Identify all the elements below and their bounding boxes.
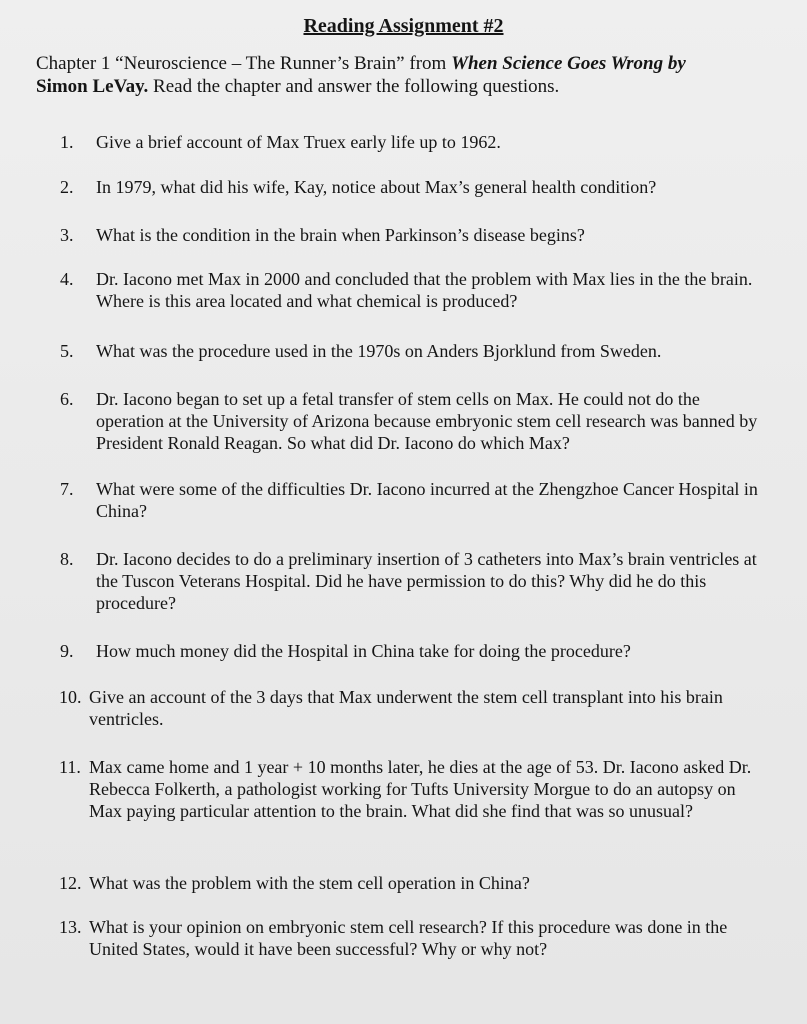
question-item xyxy=(60,686,760,730)
question-number: 13. xyxy=(59,917,82,937)
question-text: What is your opinion on embryonic stem cell research? If this procedure was done in the United States, would it have been successful? Why or why not? xyxy=(89,917,728,959)
question-item xyxy=(60,916,760,960)
question-item xyxy=(60,224,760,246)
question-number: 1. xyxy=(60,132,74,152)
question-number: 7. xyxy=(60,479,74,499)
question-number: 2. xyxy=(60,177,74,197)
question-number: 3. xyxy=(60,225,74,245)
by-word: by xyxy=(663,53,686,74)
question-number: 10. xyxy=(59,687,82,707)
question-number: 12. xyxy=(59,873,82,893)
question-text: What is the condition in the brain when Parkinson’s disease begins? xyxy=(96,225,585,245)
question-item xyxy=(60,340,760,362)
book-title: When Science Goes Wrong xyxy=(451,53,664,74)
question-item xyxy=(60,548,760,614)
chapter-reference: Chapter 1 “Neuroscience – The Runner’s Brain” from xyxy=(36,53,452,74)
question-number: 5. xyxy=(60,341,74,361)
instructions: Read the chapter and answer the following questions. xyxy=(148,76,560,97)
question-item xyxy=(60,640,760,662)
question-item xyxy=(60,478,760,522)
question-text: Give an account of the 3 days that Max underwent the stem cell transplant into his brain ventricles. xyxy=(89,687,723,729)
question-item xyxy=(60,268,760,312)
question-text: What were some of the difficulties Dr. Iacono incurred at the Zhengzhoe Cancer Hospital in China? xyxy=(96,479,758,521)
question-number: 11. xyxy=(59,757,81,777)
question-text: How much money did the Hospital in China take for doing the procedure? xyxy=(96,641,631,661)
question-number: 9. xyxy=(60,641,74,661)
question-text: Max came home and 1 year + 10 months later, he dies at the age of 53. Dr. Iacono asked Dr. Rebecca Folkerth, a pathologist working for Tufts University Morgue to do an autopsy on Max paying particular attention to the brain. What did she find that was so unusual? xyxy=(89,757,752,821)
question-text: What was the procedure used in the 1970s on Anders Bjorklund from Sweden. xyxy=(96,341,662,361)
question-text: In 1979, what did his wife, Kay, notice about Max’s general health condition? xyxy=(96,177,657,197)
question-number: 4. xyxy=(60,269,74,289)
question-text: Dr. Iacono decides to do a preliminary insertion of 3 catheters into Max’s brain ventricles at the Tuscon Veterans Hospital. Did he have permission to do this? Why did he do this procedure? xyxy=(96,549,757,613)
question-item xyxy=(60,388,760,454)
question-text: Dr. Iacono began to set up a fetal transfer of stem cells on Max. He could not do the operation at the University of Arizona because embryonic stem cell research was banned by President Ronald Reagan. So what did Dr. Iacono do which Max? xyxy=(96,389,758,453)
question-item xyxy=(60,756,760,822)
page-title: Reading Assignment #2 xyxy=(303,15,504,37)
question-text: What was the problem with the stem cell operation in China? xyxy=(89,873,530,893)
question-item xyxy=(60,872,760,894)
author-name: Simon LeVay. xyxy=(36,76,149,97)
question-number: 6. xyxy=(60,389,74,409)
question-text: Dr. Iacono met Max in 2000 and concluded that the problem with Max lies in the the brain. Where is this area located and what chemical is produced? xyxy=(96,269,753,311)
question-text: Give a brief account of Max Truex early life up to 1962. xyxy=(96,132,501,152)
question-item xyxy=(60,131,760,153)
question-number: 8. xyxy=(60,549,74,569)
question-item xyxy=(60,176,760,198)
